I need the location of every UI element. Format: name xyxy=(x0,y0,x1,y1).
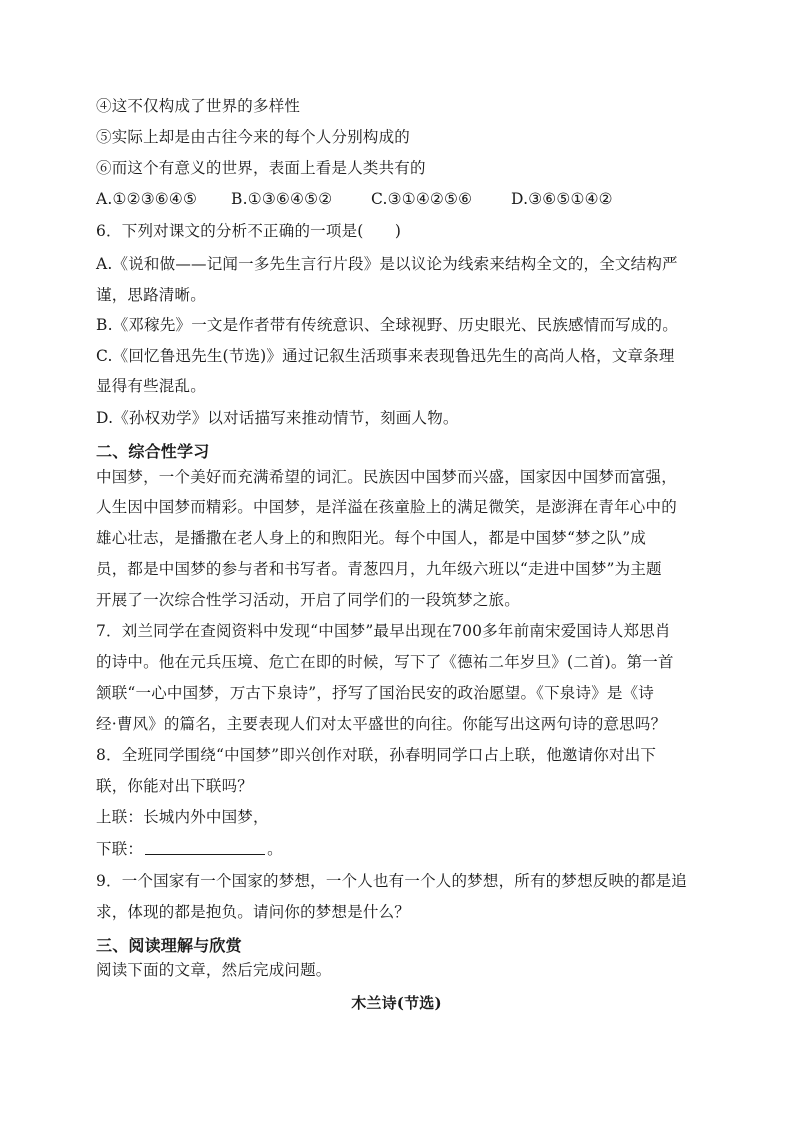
q8-lower-prefix: 下联： xyxy=(96,840,144,858)
sentence-5: ⑤实际上却是由古往今来的每个人分别构成的 xyxy=(96,128,411,146)
q8-upper-couplet: 上联：长城内外中国梦， xyxy=(96,808,269,826)
q7-line-3: 颔联“一心中国梦，万古下泉诗”，抒写了国治民安的政治愿望。《下泉诗》是《诗 xyxy=(96,684,655,702)
q5-option-b: B.①③⑥④⑤② xyxy=(231,190,333,208)
q8-line-1: 8．全班同学围绕“中国梦”即兴创作对联，孙春明同学口占上联，他邀请你对出下 xyxy=(96,746,657,764)
q9-line-2: 求，体现的都是抱负。请问你的梦想是什么？ xyxy=(96,903,411,921)
answer-blank[interactable] xyxy=(145,839,265,855)
sentence-6: ⑥而这个有意义的世界，表面上看是人类共有的 xyxy=(96,159,426,177)
q6-option-a-line2: 谨，思路清晰。 xyxy=(96,286,206,304)
question-6: 6．下列对课文的分析不正确的一项是( ) xyxy=(96,222,402,240)
paragraph-line-3: 雄心壮志，是播撒在老人身上的和煦阳光。每个中国人，都是中国梦“梦之队”成 xyxy=(96,529,647,547)
q6-option-d: D.《孙权劝学》以对话描写来推动情节，刻画人物。 xyxy=(96,409,459,427)
q8-lower-couplet xyxy=(96,838,283,860)
q5-option-d: D.③⑥⑤①④② xyxy=(511,190,613,208)
q6-option-b: B.《邓稼先》一文是作者带有传统意识、全球视野、历史眼光、民族感情而写成的。 xyxy=(96,316,678,334)
q5-options xyxy=(96,188,613,210)
sentence-4: ④这不仅构成了世界的多样性 xyxy=(96,97,301,115)
q8-line-2: 联，你能对出下联吗？ xyxy=(96,777,254,795)
q8-lower-suffix: 。 xyxy=(267,840,283,858)
q5-option-c: C.③①④②⑤⑥ xyxy=(371,190,473,208)
paragraph-line-4: 员，都是中国梦的参与者和书写者。青葱四月，九年级六班以“走进中国梦”为主题 xyxy=(96,560,662,578)
q7-line-1: 7．刘兰同学在查阅资料中发现“中国梦”最早出现在700多年前南宋爱国诗人郑思肖 xyxy=(96,622,671,640)
q7-line-4: 经·曹风》的篇名，主要表现人们对太平盛世的向往。你能写出这两句诗的意思吗？ xyxy=(96,715,667,733)
q6-option-c-line1: C.《回忆鲁迅先生(节选)》通过记叙生活琐事来表现鲁迅先生的高尚人格，文章条理 xyxy=(96,347,675,365)
paragraph-line-5: 开展了一次综合性学习活动，开启了同学们的一段筑梦之旅。 xyxy=(96,591,520,609)
reading-instruction: 阅读下面的文章，然后完成问题。 xyxy=(96,961,332,979)
q5-option-a: A.①②③⑥④⑤ xyxy=(96,190,198,208)
paragraph-line-2: 人生因中国梦而精彩。中国梦，是洋溢在孩童脸上的满足微笑，是澎湃在青年心中的 xyxy=(96,498,677,516)
poem-title: 木兰诗(节选) xyxy=(351,994,442,1012)
q7-line-2: 的诗中。他在元兵压境、危亡在即的时候，写下了《德祐二年岁旦》(二首)。第一首 xyxy=(96,653,674,671)
q6-option-c-line2: 显得有些混乱。 xyxy=(96,377,206,395)
q9-line-1: 9．一个国家有一个国家的梦想，一个人也有一个人的梦想，所有的梦想反映的都是追 xyxy=(96,872,687,890)
section-2-heading: 二、综合性学习 xyxy=(96,442,210,461)
section-3-heading: 三、阅读理解与欣赏 xyxy=(96,936,242,955)
q6-option-a-line1: A.《说和做——记闻一多先生言行片段》是以议论为线索来结构全文的，全文结构严 xyxy=(96,255,678,273)
paragraph-line-1: 中国梦，一个美好而充满希望的词汇。民族因中国梦而兴盛，国家因中国梦而富强， xyxy=(96,468,677,486)
